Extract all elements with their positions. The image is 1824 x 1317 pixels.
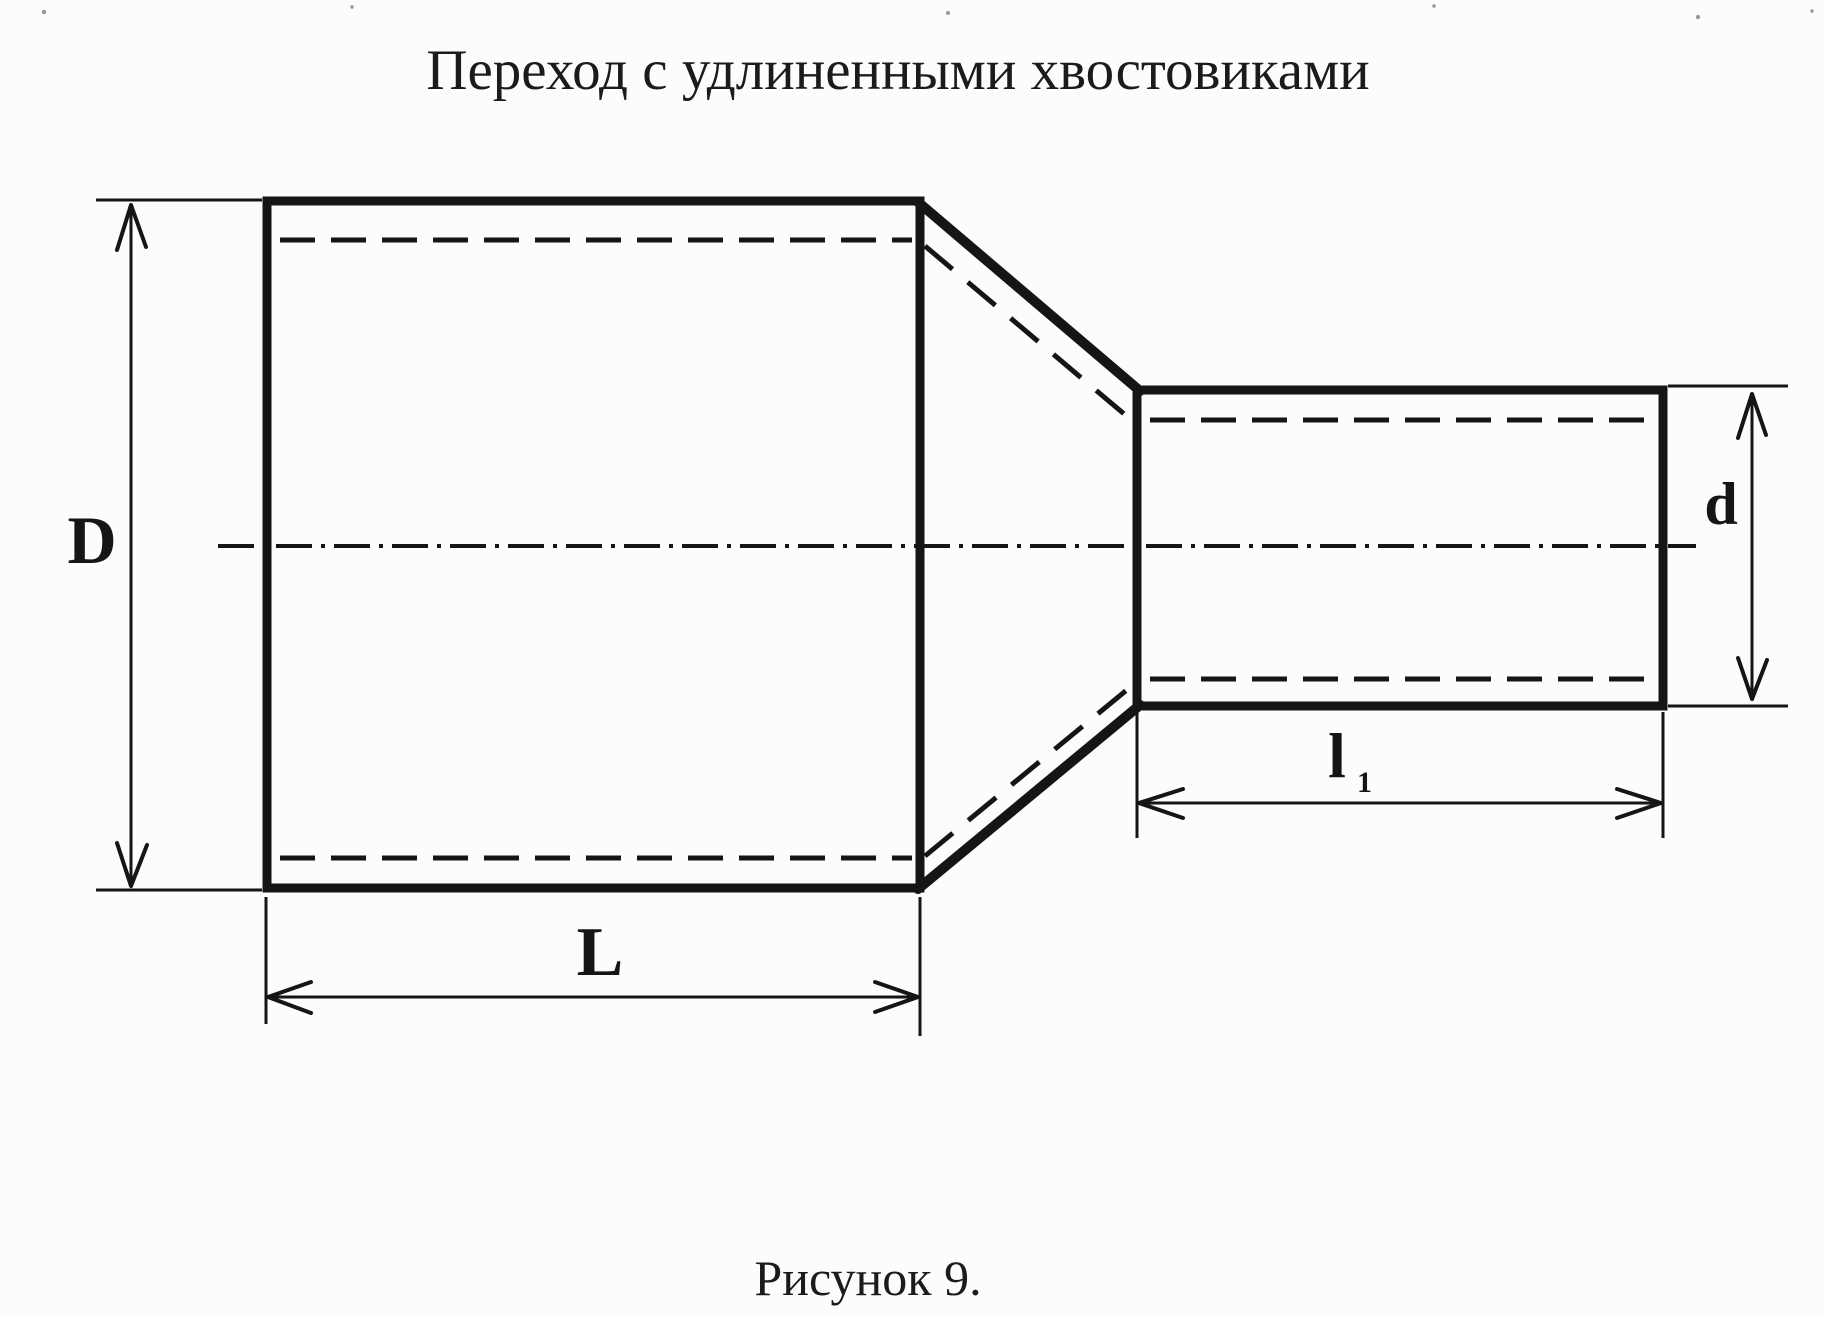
cone-inner-wall-bottom [925, 684, 1134, 856]
scan-speck [946, 11, 950, 15]
scan-speck [1696, 15, 1700, 19]
dimension-label-L: L [576, 914, 624, 991]
dimension-label-D: D [67, 502, 117, 578]
scan-specks [42, 4, 1814, 19]
figure-caption: Рисунок 9. [754, 1250, 982, 1306]
cone-inner-wall-top [925, 246, 1136, 424]
cone-outer-bottom [918, 705, 1140, 889]
dimension-L [266, 897, 920, 1036]
scan-speck [1810, 9, 1814, 13]
cone-outer-top [918, 202, 1140, 391]
dimension-l1 [1137, 712, 1663, 838]
dimension-label-l-subscript: 1 [1357, 766, 1372, 799]
dimension-label-d: d [1704, 471, 1738, 537]
scan-speck [1432, 4, 1436, 8]
dimension-label-l: l [1328, 720, 1346, 791]
scan-speck [350, 5, 354, 9]
scan-speck [42, 10, 46, 14]
drawing-title: Переход с удлиненными хвостовиками [426, 39, 1370, 102]
